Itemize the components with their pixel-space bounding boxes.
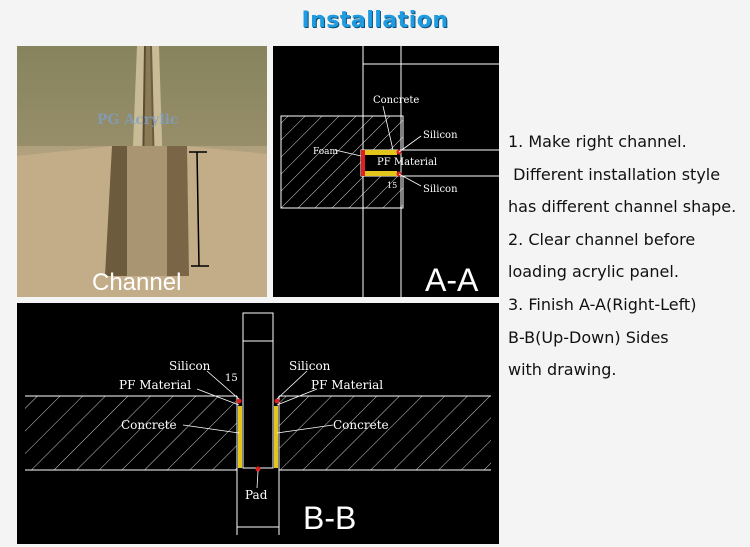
aa-pf-material-label: PF Material bbox=[377, 157, 438, 168]
bb-pf-left-label: PF Material bbox=[119, 378, 192, 392]
aa-concrete-label: Concrete bbox=[373, 95, 420, 106]
note-line: Different installation style bbox=[508, 164, 721, 184]
page-title: Installation bbox=[301, 8, 449, 33]
bb-concrete-right-label: Concrete bbox=[333, 418, 389, 432]
bb-silicon-left-label: Silicon bbox=[169, 359, 211, 373]
photo-label: Channel bbox=[92, 269, 182, 296]
aa-silicon-bottom-label: Silicon bbox=[423, 184, 458, 195]
photo-watermark: PG Acrylic bbox=[97, 112, 179, 128]
bb-silicon-right-label: Silicon bbox=[289, 359, 331, 373]
bb-pf-right-label: PF Material bbox=[311, 378, 384, 392]
channel-photo bbox=[17, 46, 267, 297]
note-line: loading acrylic panel. bbox=[508, 262, 679, 282]
note-line: B-B(Up-Down) Sides bbox=[508, 327, 669, 347]
aa-section-label: A-A bbox=[425, 262, 479, 297]
aa-silicon-top-label: Silicon bbox=[423, 130, 458, 141]
aa-foam-label: Foam bbox=[313, 147, 339, 157]
installation-notes bbox=[508, 126, 750, 387]
note-line: 2. Clear channel before bbox=[508, 229, 696, 249]
note-line: 1. Make right channel. bbox=[508, 132, 687, 151]
bb-section-label: B-B bbox=[303, 500, 357, 536]
bb-pad-label: Pad bbox=[245, 488, 268, 502]
note-line: 3. Finish A-A(Right-Left) bbox=[508, 294, 697, 314]
section-aa-drawing bbox=[273, 46, 499, 297]
note-line: has different channel shape. bbox=[508, 197, 737, 217]
section-bb-svg bbox=[17, 303, 499, 544]
aa-dimension-label: 15 bbox=[387, 181, 398, 190]
section-bb-drawing bbox=[17, 303, 499, 544]
channel-photo-illustration bbox=[17, 46, 267, 297]
section-aa-svg bbox=[273, 46, 499, 297]
bb-dimension-label: 15 bbox=[225, 373, 238, 384]
note-line: with drawing. bbox=[508, 360, 617, 380]
bb-concrete-left-label: Concrete bbox=[121, 418, 177, 432]
